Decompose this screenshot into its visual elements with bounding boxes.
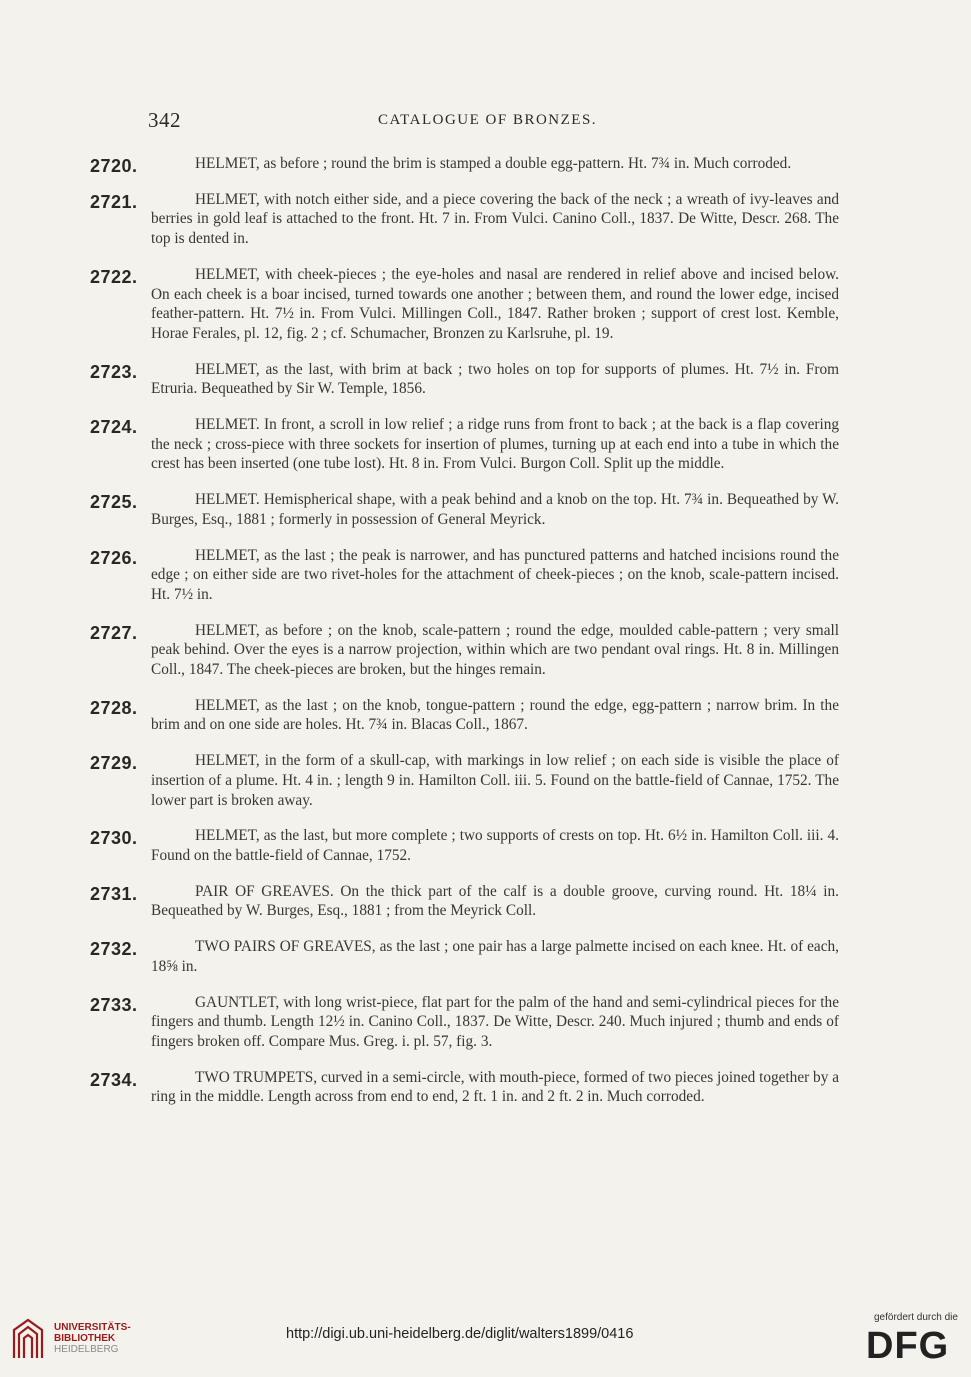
catalogue-entry xyxy=(0,937,971,976)
entry-text: HELMET, with notch either side, and a piece covering the back of the neck ; a wreath of ivy-leaves and berries in gold leaf is attached to the front. Ht. 7 in. From Vulci. Canino Coll., 1837. De Witte, Descr. 268. The top is dented in. xyxy=(151,190,839,248)
catalogue-entry xyxy=(0,826,971,865)
library-name-line2: BIBLIOTHEK xyxy=(54,1333,116,1344)
catalogue-entry xyxy=(0,1068,971,1107)
university-library-logo-icon xyxy=(10,1316,46,1362)
page-number: 342 xyxy=(148,108,181,132)
entry-text: HELMET, as the last ; on the knob, tongue-pattern ; round the edge, egg-pattern ; narrow brim. In the brim and on one side are holes. Ht. 7¾ in. Blacas Coll., 1867. xyxy=(151,696,839,734)
entry-text: PAIR OF GREAVES. On the thick part of the calf is a double groove, curving round. Ht. 18¼ in. Bequeathed by W. Burges, Esq., 1881 ; from the Meyrick Coll. xyxy=(151,882,839,920)
entry-number: 2732. xyxy=(90,939,138,960)
entry-text: HELMET, in the form of a skull-cap, with markings in low relief ; on each side is visible the place of insertion of a plume. Ht. 4 in. ; length 9 in. Hamilton Coll. iii. 5. Found on the battle-field of Cannae, 1752. The lower part is broken away. xyxy=(151,752,839,809)
catalogue-entry xyxy=(0,265,971,344)
entry-number: 2726. xyxy=(90,547,138,568)
catalogue-entries xyxy=(0,154,971,1123)
entry-number: 2724. xyxy=(90,417,138,438)
entry-text: HELMET, as the last ; the peak is narrower, and has punctured patterns and hatched incisions round the edge ; on either side are two rivet-holes for the attachment of cheek-pieces ; on the knob, scale-pattern incised. Ht. 7½ in. xyxy=(151,546,839,603)
funded-by-label: gefördert durch die xyxy=(874,1312,958,1323)
catalogue-entry xyxy=(0,696,971,735)
entry-number: 2725. xyxy=(90,492,138,513)
library-name-line3: HEIDELBERG xyxy=(54,1344,119,1355)
entry-text: HELMET, with cheek-pieces ; the eye-holes and nasal are rendered in relief above and incised below. On each cheek is a boar incised, turned towards one another ; between them, and round the lower edge, incised feather-pattern. Ht. 7½ in. From Vulci. Millingen Coll., 1847. Rather broken ; support of crest lost. Kemble, Horae Ferales, pl. 12, fig. 2 ; cf. Schumacher, Bronzen zu Karlsruhe, pl. 19. xyxy=(151,265,839,342)
entry-number: 2733. xyxy=(90,994,138,1015)
page-header xyxy=(148,108,848,138)
catalogue-entry xyxy=(0,360,971,399)
catalogue-entry xyxy=(0,751,971,810)
catalogue-entry xyxy=(0,190,971,249)
catalogue-entry xyxy=(0,490,971,529)
running-title: CATALOGUE OF BRONZES. xyxy=(378,112,598,128)
footer xyxy=(0,1300,971,1377)
catalogue-entry xyxy=(0,621,971,680)
entry-text: HELMET, as before ; round the brim is stamped a double egg-pattern. Ht. 7¾ in. Much corroded. xyxy=(195,155,792,172)
entry-text: HELMET. Hemispherical shape, with a peak behind and a knob on the top. Ht. 7¾ in. Bequeathed by W. Burges, Esq., 1881 ; formerly in possession of General Meyrick. xyxy=(151,491,839,528)
entry-number: 2731. xyxy=(90,883,138,904)
permalink-url[interactable]: http://digi.ub.uni-heidelberg.de/diglit/walters1899/0416 xyxy=(286,1326,634,1342)
dfg-logo: DFG xyxy=(866,1325,950,1367)
entry-number: 2734. xyxy=(90,1069,138,1090)
entry-number: 2722. xyxy=(90,266,138,287)
entry-number: 2723. xyxy=(90,361,138,382)
catalogue-entry xyxy=(0,993,971,1052)
catalogue-entry xyxy=(0,415,971,474)
catalogue-entry xyxy=(0,546,971,605)
library-name xyxy=(54,1322,131,1355)
entry-number: 2727. xyxy=(90,622,138,643)
entry-text: HELMET, as the last, but more complete ; two supports of crests on top. Ht. 6½ in. Hamilton Coll. iii. 4. Found on the battle-field of Cannae, 1752. xyxy=(151,827,839,864)
entry-text: HELMET. In front, a scroll in low relief ; a ridge runs from front to back ; at the back is a flap covering the neck ; cross-piece with three sockets for insertion of plumes, turning up at each end into a tube in which the crest has been inserted (one tube lost). Ht. 8 in. From Vulci. Burgon Coll. Split up the middle. xyxy=(151,416,839,473)
entry-text: TWO PAIRS OF GREAVES, as the last ; one pair has a large palmette incised on each knee. Ht. of each, 18⅝ in. xyxy=(151,938,839,975)
entry-text: HELMET, as before ; on the knob, scale-pattern ; round the edge, moulded cable-pattern ; very small peak behind. Over the eyes is a narrow projection, within which are two pendant oval rings. Ht. 8 in. Millingen Coll., 1847. The cheek-pieces are broken, but the hinges remain. xyxy=(151,621,839,679)
entry-number: 2720. xyxy=(90,156,138,176)
entry-number: 2729. xyxy=(90,753,138,774)
entry-text: GAUNTLET, with long wrist-piece, flat part for the palm of the hand and semi-cylindrical pieces for the fingers and thumb. Length 12½ in. Canino Coll., 1837. De Witte, Descr. 240. Much injured ; thumb and ends of fingers broken off. Compare Mus. Greg. i. pl. 57, fig. 3. xyxy=(151,993,839,1050)
catalogue-entry xyxy=(0,154,971,174)
entry-text: TWO TRUMPETS, curved in a semi-circle, with mouth-piece, formed of two pieces joined together by a ring in the middle. Length across from end to end, 2 ft. 1 in. and 2 ft. 2 in. Much corroded. xyxy=(151,1068,839,1106)
entry-text: HELMET, as the last, with brim at back ; two holes on top for supports of plumes. Ht. 7½ in. From Etruria. Bequeathed by Sir W. Temple, 1856. xyxy=(151,360,839,398)
entry-number: 2730. xyxy=(90,828,138,849)
entry-number: 2728. xyxy=(90,697,138,718)
library-name-line1: UNIVERSITÄTS- xyxy=(54,1322,131,1333)
catalogue-entry xyxy=(0,882,971,921)
entry-number: 2721. xyxy=(90,191,138,212)
